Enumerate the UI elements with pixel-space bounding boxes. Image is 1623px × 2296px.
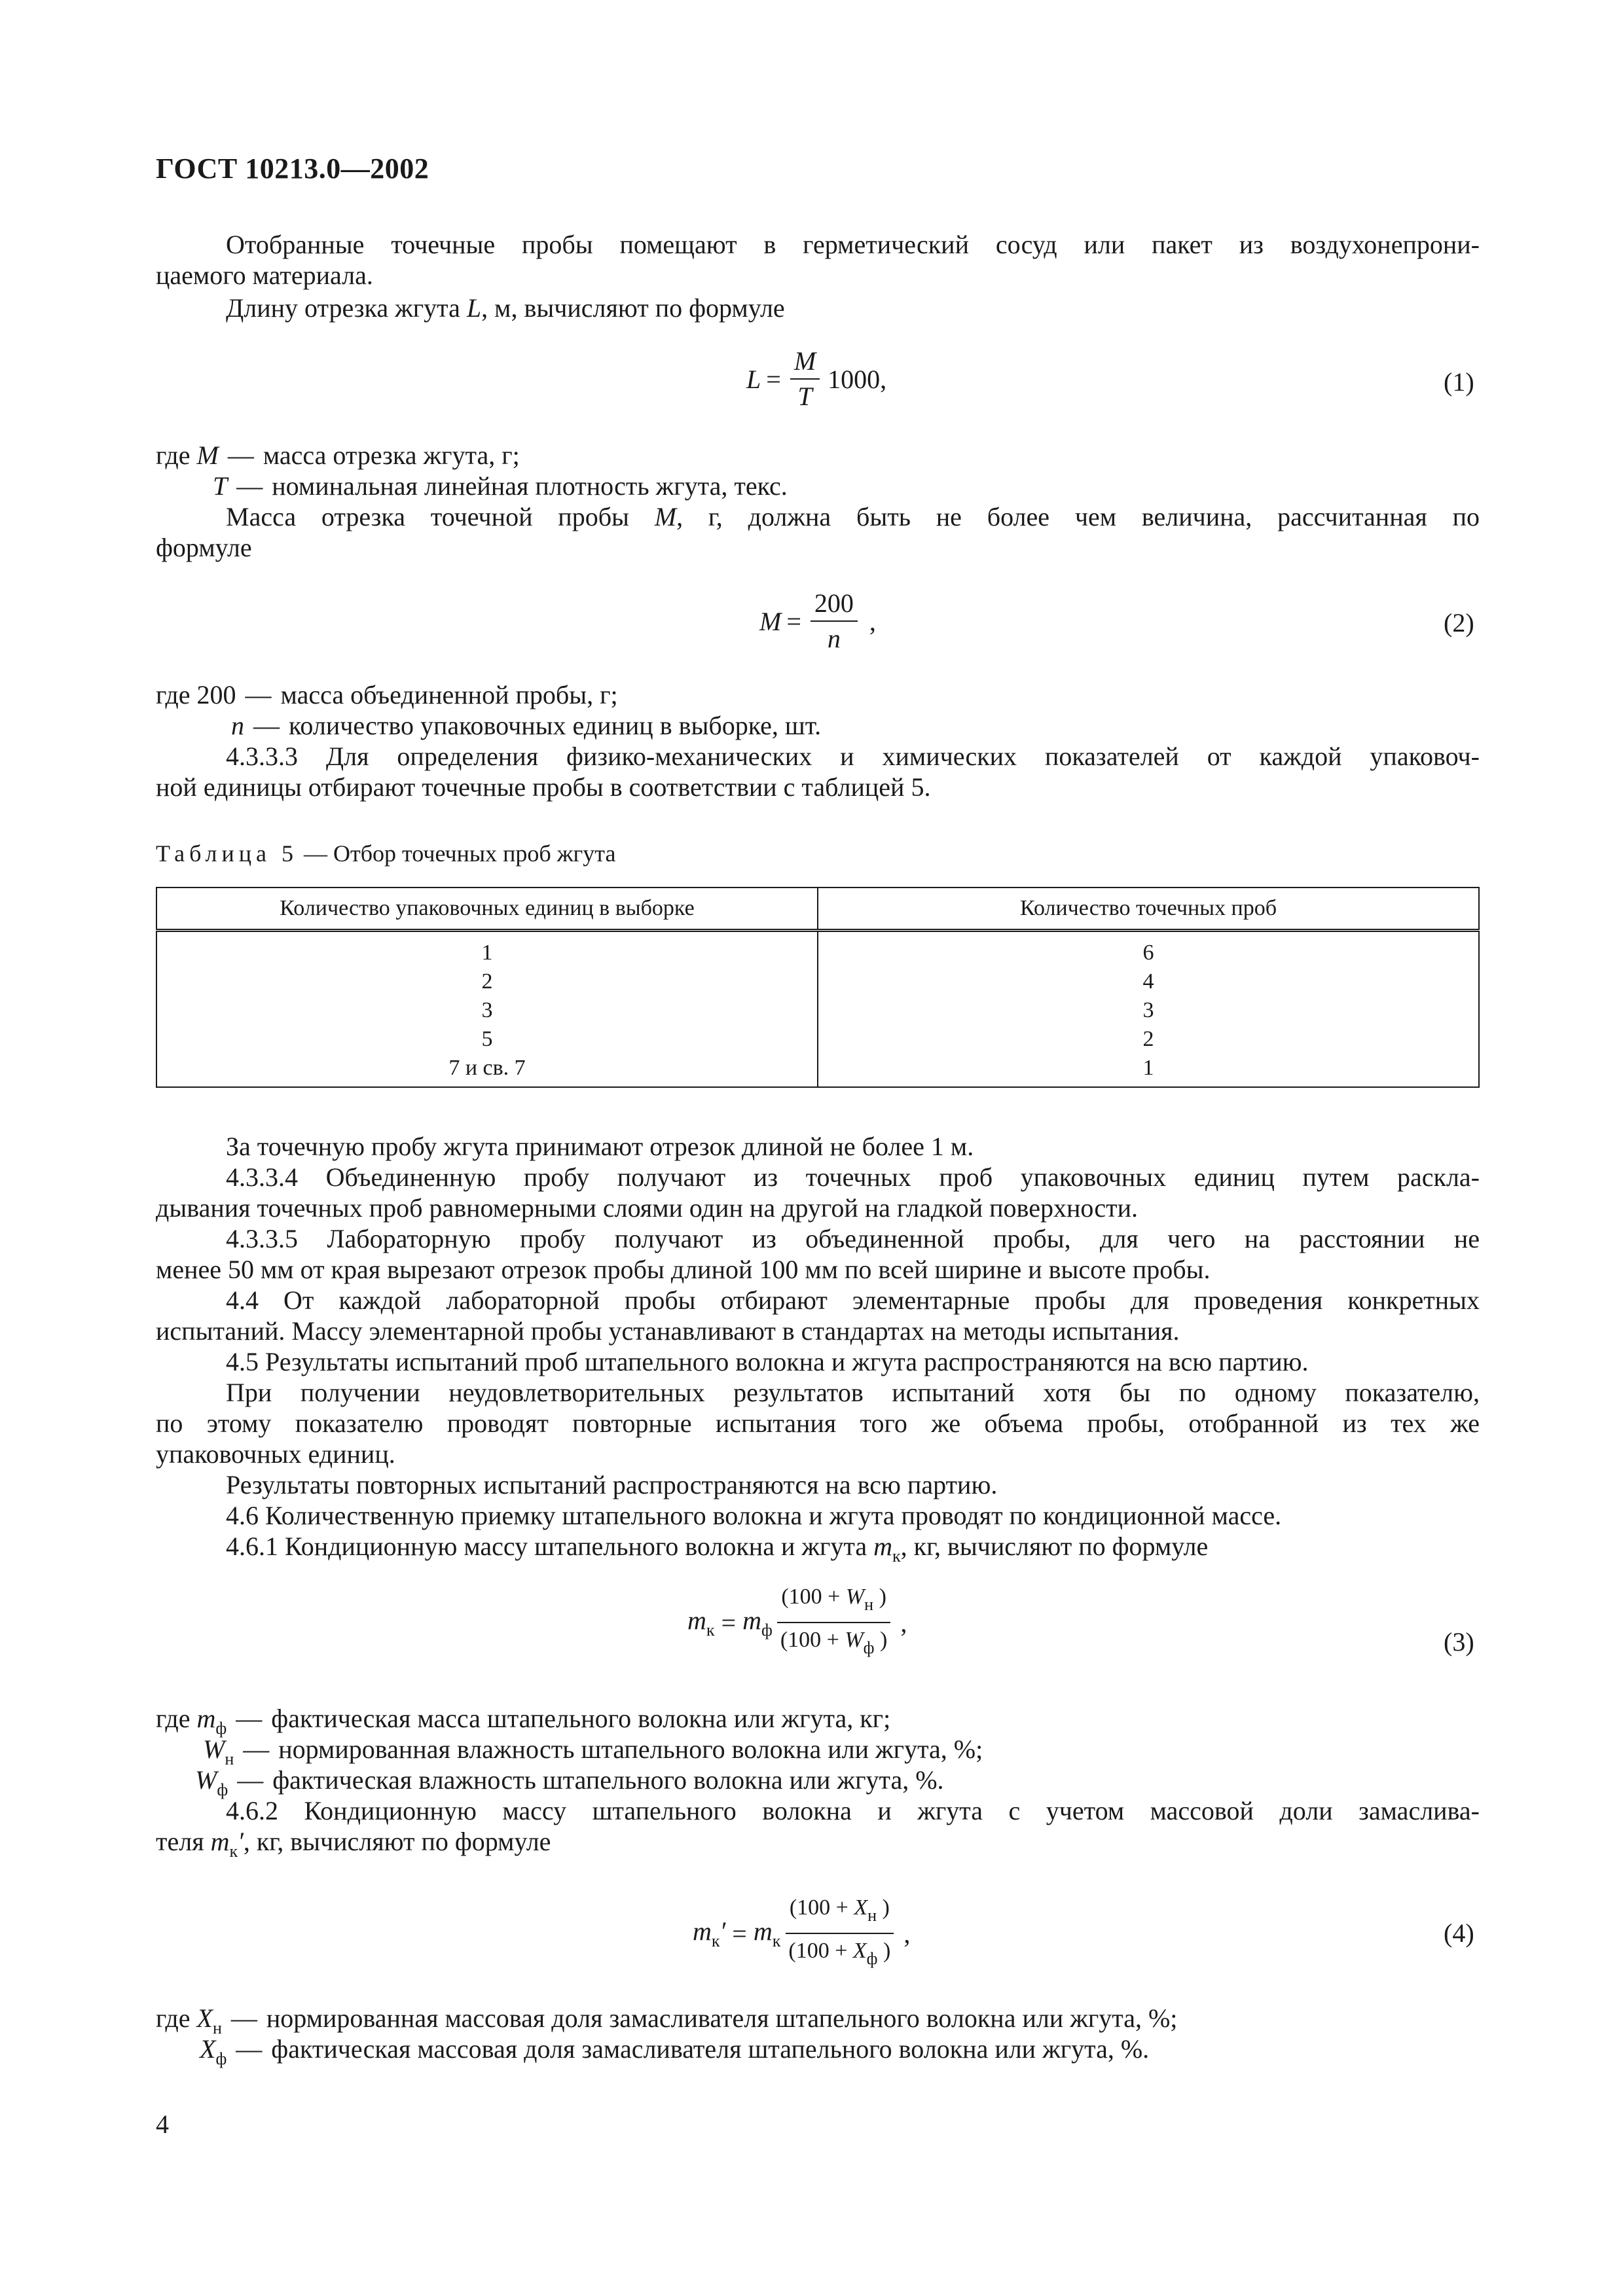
formula-3-fraction: $\frac{(100 + W_н )}{(100 + W_ф )}$	[776, 1583, 892, 1662]
equation-number-2: (2)	[1444, 608, 1474, 637]
where-1-line-2: T — номинальная линейная плотность жгута, текс.	[213, 471, 788, 501]
where-2-line-2: n — количество упаковочных единиц в выборке, шт.	[231, 711, 822, 740]
paragraph-4-4: 4.4 От каждой лабораторной пробы отбирают элементарные пробы для проведения конкретных	[226, 1285, 1480, 1315]
table-cell: 2	[1142, 1027, 1154, 1051]
table-cell: 1	[481, 941, 493, 965]
equation-number-3: (3)	[1444, 1627, 1474, 1657]
paragraph-sample-mass-cont: формуле	[156, 533, 252, 562]
table-cell: 7 и св. 7	[448, 1056, 526, 1080]
table-header-units: Количество упаковочных единиц в выборке	[156, 888, 818, 931]
paragraph-retest-cont-1: по этому показателю проводят повторные испытания того же объема пробы, отобранной из тех же	[156, 1408, 1480, 1438]
table-cell: 2	[481, 969, 493, 994]
paragraph-sample-mass: Масса отрезка точечной пробы M, г, должна быть не более чем величина, рассчитанная по	[226, 502, 1480, 531]
table-col-units	[156, 931, 818, 1088]
equation-number-4: (4)	[1444, 1918, 1474, 1948]
paragraph-4-3-3-4-cont: дывания точечных проб равномерными слоями один на другой на гладкой поверхности.	[156, 1193, 1138, 1223]
where-3-line-2: $W_н$ — нормированная влажность штапельного волокна или жгута, %;	[203, 1734, 983, 1768]
table-header-row	[156, 888, 1479, 931]
where-3-line-1: где $m_ф$ — фактическая масса штапельного волокна или жгута, кг;	[156, 1704, 891, 1738]
formula-2-fraction: $\frac{200}{n}$	[811, 589, 858, 653]
table-cell: 3	[1142, 998, 1154, 1022]
paragraph-4-6-2: 4.6.2 Кондиционную массу штапельного волокна и жгута с учетом массовой доли замаслива-	[226, 1796, 1480, 1825]
paragraph-4-3-3-5-cont: менее 50 мм от края вырезают отрезок пробы длиной 100 мм по всей ширине и высоте пробы.	[156, 1255, 1211, 1284]
formula-4: $m_к'$ = $m_к$ $\frac{(100 + X_н )}{(100 + X_ф )}$ ,	[693, 1893, 910, 1973]
table-cell: 3	[481, 998, 493, 1022]
paragraph-length-intro: Длину отрезка жгута L, м, вычисляют по формуле	[226, 293, 785, 323]
table-cell: 4	[1142, 969, 1154, 994]
paragraph-4-3-3-4: 4.3.3.4 Объединенную пробу получают из точечных проб упаковочных единиц путем раскла-	[226, 1162, 1480, 1192]
table-body-row	[156, 931, 1479, 1088]
formula-1-fraction: $\frac{M}{T}$	[790, 347, 820, 411]
paragraph-4-6-1: 4.6.1 Кондиционную массу штапельного волокна и жгута $m_к$, кг, вычисляют по формуле	[226, 1532, 1209, 1566]
table-5-caption: Таблица 5 — Отбор точечных проб жгута	[156, 840, 616, 867]
formula-3: $m_к$ = $m_ф$ $\frac{(100 + W_н )}{(100 + W_ф )}$ ,	[687, 1583, 907, 1662]
formula-4-fraction: $\frac{(100 + X_н )}{(100 + X_ф )}$	[784, 1893, 894, 1973]
where-4-line-2: $X_ф$ — фактическая массовая доля замасливателя штапельного волокна или жгута, %.	[200, 2034, 1150, 2068]
equation-number-1: (1)	[1444, 367, 1474, 397]
paragraph-4-6: 4.6 Количественную приемку штапельного волокна и жгута проводят по кондиционной массе.	[226, 1501, 1282, 1530]
paragraph-4-3-3-5: 4.3.3.5 Лабораторную пробу получают из объединенной пробы, для чего на расстоянии не	[226, 1224, 1480, 1253]
paragraph-4-3-3-3-cont: ной единицы отбирают точечные пробы в соответствии с таблицей 5.	[156, 772, 931, 802]
paragraph-sealed-container-cont: цаемого материала.	[156, 260, 373, 290]
where-4-line-1: где $X_н$ — нормированная массовая доля замасливателя штапельного волокна или жгута, %;	[156, 2003, 1178, 2037]
table-cell: 6	[1142, 941, 1154, 965]
table-cell: 1	[1142, 1056, 1154, 1080]
where-1-line-1: где M — масса отрезка жгута, г;	[156, 440, 520, 470]
table-col-samples	[818, 931, 1479, 1088]
table-cell: 5	[481, 1027, 493, 1051]
formula-1: L = $\frac{M}{T}$ 1000,	[746, 346, 887, 411]
table-header-samples: Количество точечных проб	[818, 888, 1479, 931]
paragraph-retest: При получении неудовлетворительных результатов испытаний хотя бы по одному показателю,	[226, 1378, 1480, 1407]
table-5	[156, 887, 1480, 1088]
paragraph-4-4-cont: испытаний. Массу элементарной пробы устанавливают в стандартах на методы испытания.	[156, 1316, 1180, 1346]
paragraph-point-sample-length: За точечную пробу жгута принимают отрезок длиной не более 1 м.	[226, 1132, 974, 1161]
where-2-line-1: где 200 — масса объединенной пробы, г;	[156, 680, 618, 709]
paragraph-4-6-2-cont: теля $m_к'$, кг, вычисляют по формуле	[156, 1827, 551, 1861]
paragraph-4-3-3-3: 4.3.3.3 Для определения физико-механических и химических показателей от каждой упаковоч-	[226, 742, 1480, 771]
paragraph-retest-cont-2: упаковочных единиц.	[156, 1439, 395, 1469]
formula-2: M = $\frac{200}{n}$ ,	[759, 588, 876, 653]
where-3-line-3: $W_ф$ — фактическая влажность штапельного волокна или жгута, %.	[195, 1765, 944, 1799]
document-id-header: ГОСТ 10213.0—2002	[156, 152, 429, 185]
page-number: 4	[156, 2109, 169, 2139]
paragraph-4-5: 4.5 Результаты испытаний проб штапельного волокна и жгута распространяются на всю партию.	[226, 1347, 1309, 1376]
paragraph-retest-results: Результаты повторных испытаний распространяются на всю партию.	[226, 1470, 998, 1499]
paragraph-sealed-container: Отобранные точечные пробы помещают в герметический сосуд или пакет из воздухонепрони-	[226, 230, 1480, 259]
